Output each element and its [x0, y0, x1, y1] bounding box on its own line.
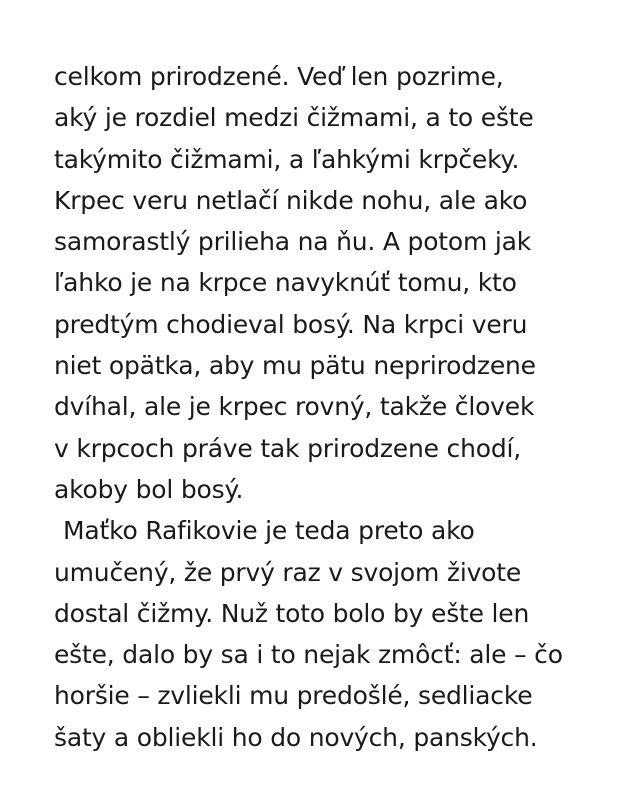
- text-line: celkom prirodzené. Veď len pozrime,: [54, 62, 504, 91]
- text-line: v krpcoch práve tak prirodzene chodí,: [54, 433, 521, 463]
- text-line: akoby bol bosý.: [54, 474, 244, 504]
- text-line: ľahko je na krpce navyknúť tomu, kto: [54, 268, 517, 298]
- text-line: ešte, dalo by sa i to nejak zmôcť: ale – čo: [54, 640, 563, 670]
- text-line: predtým chodieval bosý. Na krpci veru: [54, 309, 528, 339]
- text-line: aký je rozdiel medzi čižmami, a to ešte: [54, 103, 534, 133]
- text-line: dostal čižmy. Nuž toto bolo by ešte len: [54, 598, 530, 628]
- text-line: umučený, že prvý raz v svojom živote: [54, 557, 522, 587]
- text-line: niet opätka, aby mu pätu neprirodzene: [54, 351, 536, 381]
- text-line: takýmito čižmami, a ľahkými krpčeky.: [54, 144, 520, 174]
- book-page-text: [54, 56, 634, 758]
- text-line: šaty a obliekli ho do nových, panských.: [54, 722, 538, 752]
- text-line: Krpec veru netlačí nikde nohu, ale ako: [54, 185, 528, 215]
- text-line: samorastlý prilieha na ňu. A potom jak: [54, 227, 532, 257]
- text-line: horšie – zvliekli mu predošlé, sedliacke: [54, 681, 533, 711]
- paragraph-start-line: Maťko Rafikovie je teda preto ako: [63, 516, 475, 546]
- text-line: dvíhal, ale je krpec rovný, takže človek: [54, 392, 535, 422]
